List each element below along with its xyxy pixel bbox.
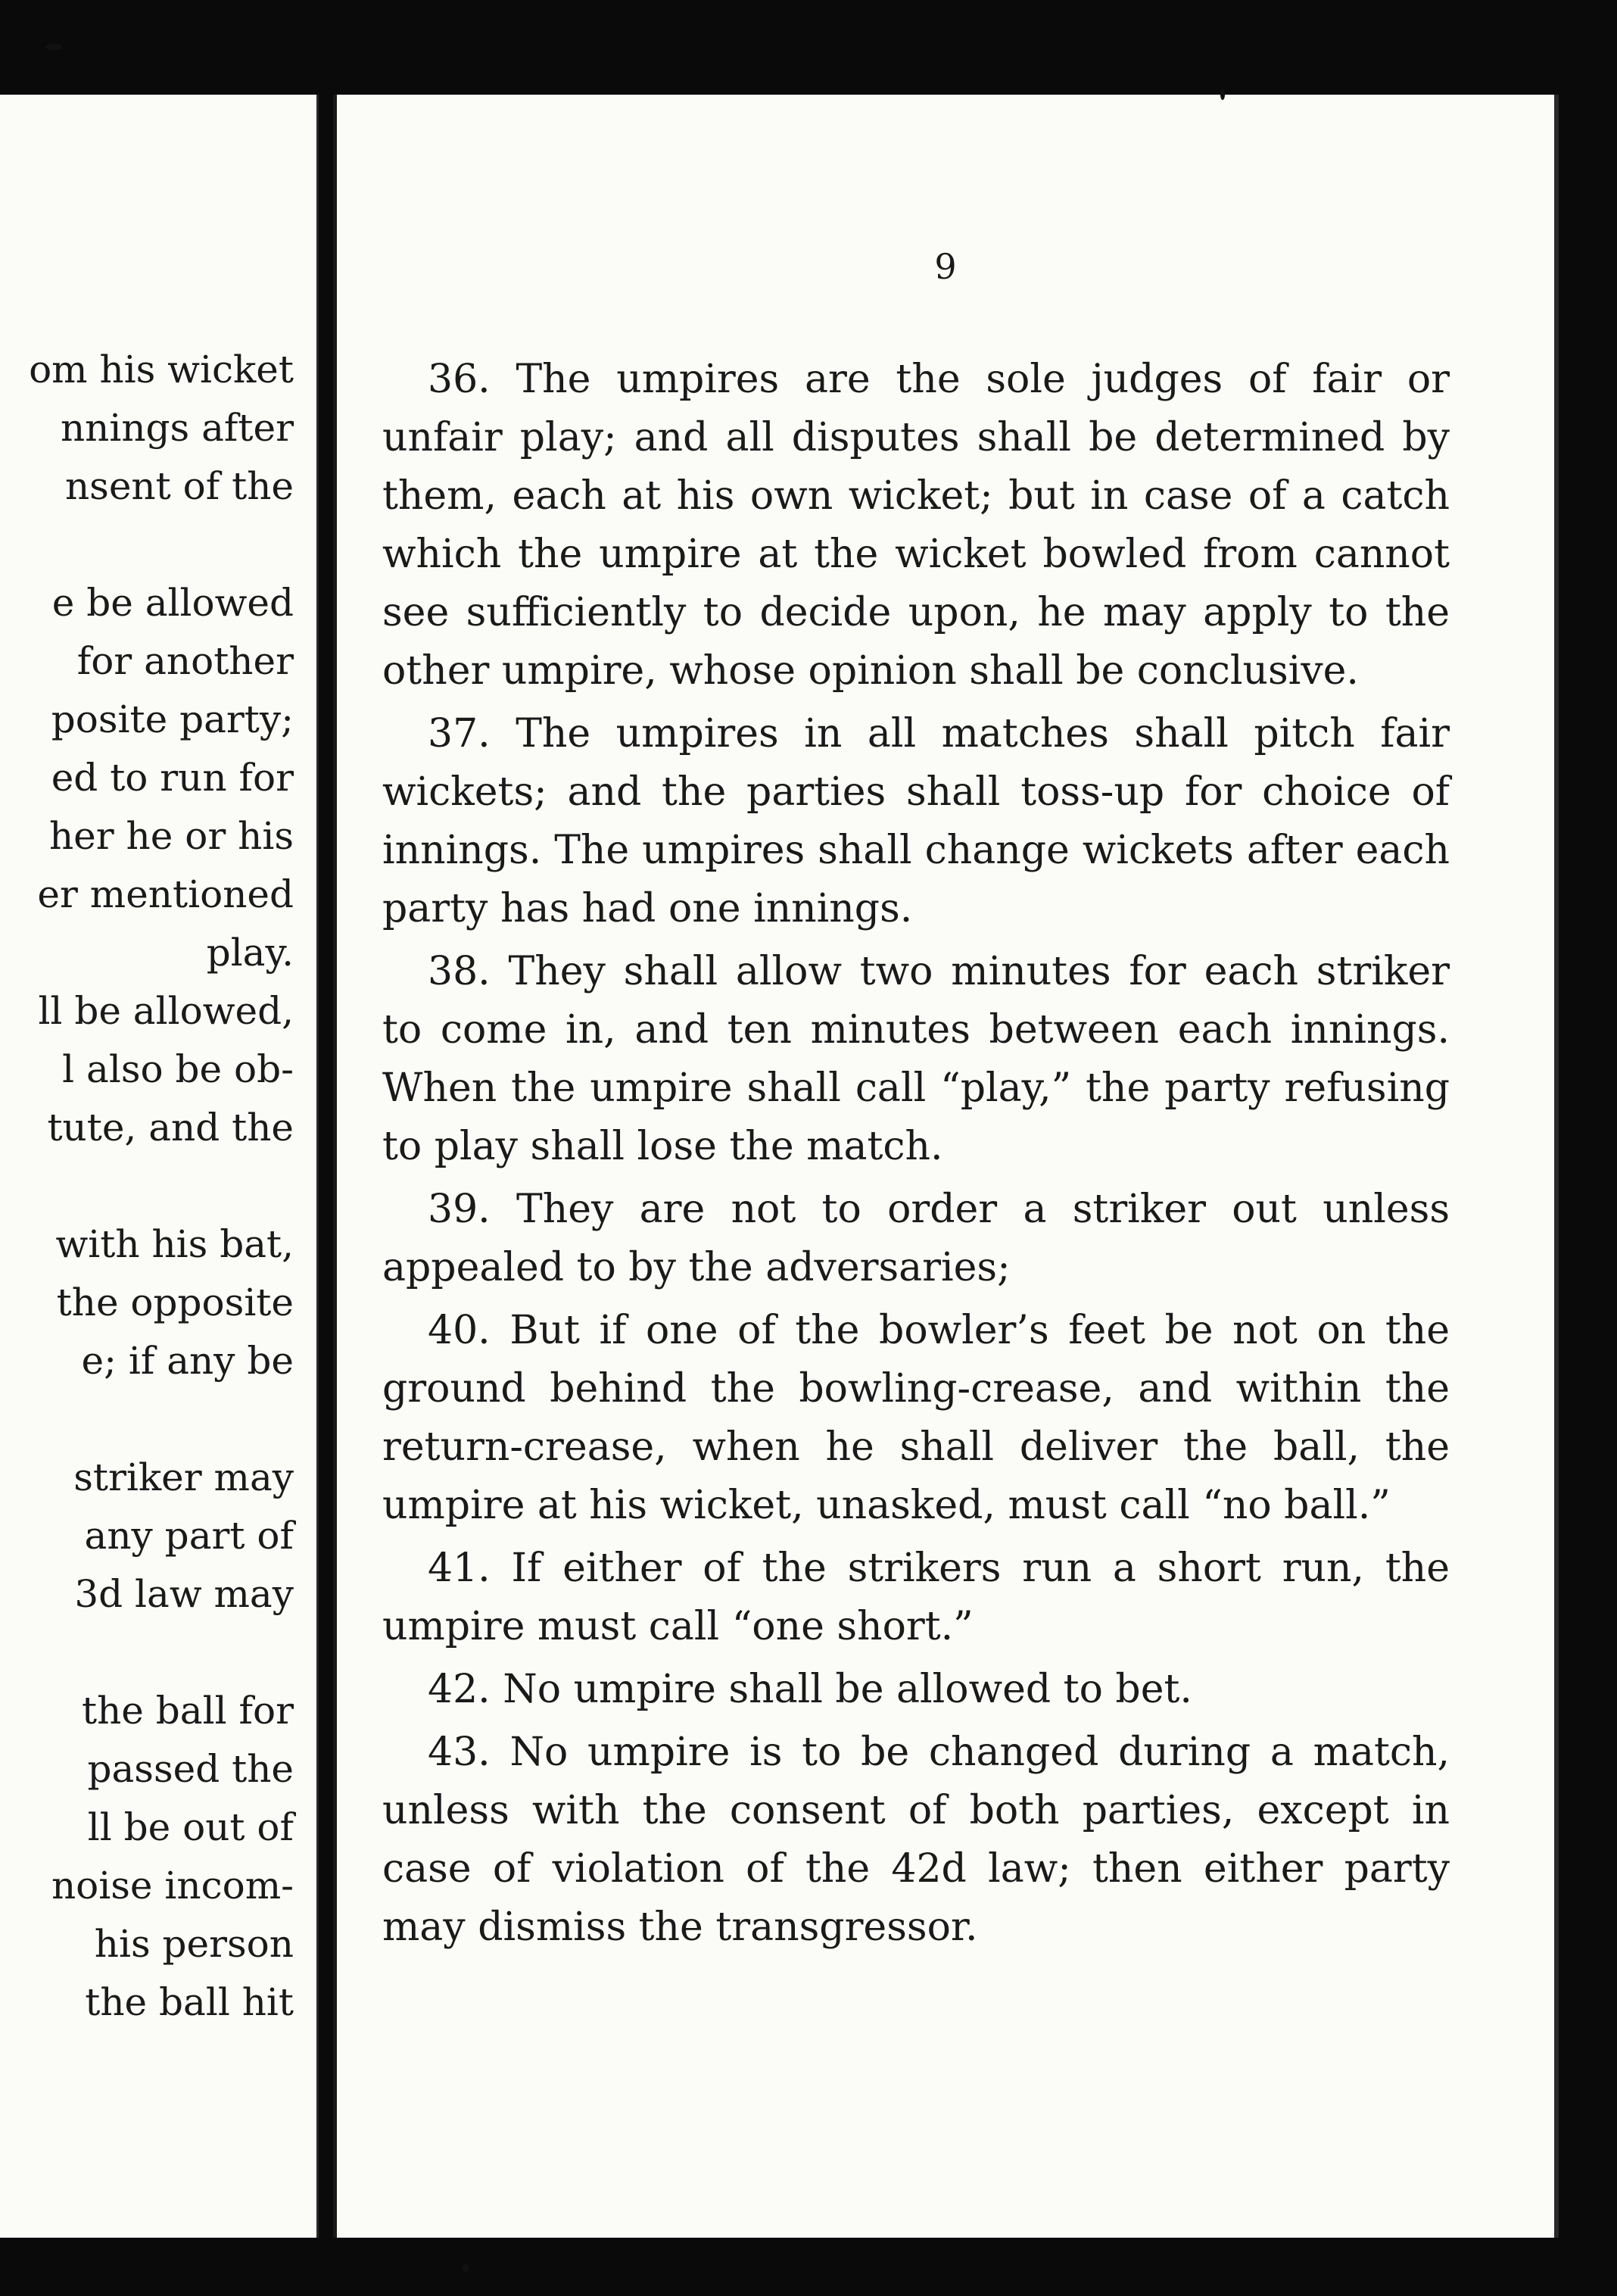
law-number: 41.	[428, 1546, 491, 1591]
left-page-line: the opposite	[56, 1281, 294, 1324]
left-page-line: 3d law may	[74, 1572, 294, 1616]
law-text: If either of the strikers run a short run, the umpire must call “one short.”	[382, 1546, 1450, 1649]
left-page-line: ed to run for	[51, 756, 294, 800]
law-text: They shall allow two minutes for each striker to come in, and ten minutes between each innings. When the umpire shall call “play,” the party refusing to play shall lose the match.	[382, 949, 1450, 1169]
law-text: No umpire is to be changed during a match, unless with the consent of both parties, except in case of violation of the 42d law; then either party may dismiss the transgressor.	[382, 1730, 1450, 1950]
scan-speck	[45, 44, 62, 50]
law-number: 40.	[428, 1308, 491, 1353]
left-page-line: passed the	[87, 1747, 294, 1791]
left-page-line: tute, and the	[47, 1106, 294, 1150]
left-page-line	[0, 1157, 294, 1215]
left-page-line: ll be allowed,	[38, 989, 294, 1033]
law-text: The umpires are the sole judges of fair or unfair play; and all disputes shall be determined by them, each at his own wicket; but in case of a catch which the umpire at the wicket bowled from cannot see sufficiently to decide upon, he may apply to the other umpire, whose opinion shall be conclusive.	[382, 357, 1450, 694]
law-paragraph	[382, 1661, 1450, 1719]
law-number: 38.	[428, 949, 491, 994]
law-paragraph	[382, 943, 1450, 1176]
left-page-line: nnings after	[60, 406, 294, 450]
left-page-line: for another	[76, 639, 294, 683]
left-page-line	[0, 516, 294, 574]
law-paragraph	[382, 1724, 1450, 1957]
law-paragraph	[382, 705, 1450, 938]
law-number: 43.	[428, 1730, 491, 1775]
left-page-line: striker may	[73, 1455, 294, 1499]
law-paragraph	[382, 1181, 1450, 1297]
left-page-line: the ball hit	[85, 1980, 294, 2024]
law-number: 37.	[428, 711, 491, 756]
left-page-line: the ball for	[82, 1689, 294, 1733]
left-page-line: ll be out of	[87, 1805, 294, 1849]
scan-speck	[1220, 89, 1225, 100]
left-page-line: his person	[94, 1922, 294, 1966]
left-page	[0, 95, 319, 2238]
left-page-line: play.	[206, 931, 294, 975]
law-paragraph	[382, 1302, 1450, 1535]
left-page-line: nsent of the	[64, 464, 294, 508]
law-paragraph	[382, 1540, 1450, 1656]
page-number: 9	[934, 246, 957, 287]
page-body	[382, 351, 1450, 1957]
left-page-line: om his wicket	[29, 348, 294, 392]
left-page-text	[0, 341, 294, 2032]
right-page	[333, 95, 1559, 2238]
left-page-line: her he or his	[48, 814, 294, 858]
left-page-line: with his bat,	[55, 1222, 294, 1266]
left-page-line: any part of	[84, 1514, 294, 1558]
law-text: No umpire shall be allowed to bet.	[503, 1667, 1192, 1712]
law-number: 36.	[428, 357, 491, 402]
law-text: They are not to order a striker out unless appealed to by the adversaries;	[382, 1187, 1450, 1290]
left-page-line: e be allowed	[51, 581, 294, 625]
law-text: But if one of the bowler’s feet be not on the ground behind the bowling-crease, and within the return-crease, when he shall deliver the ball, the umpire at his wicket, unasked, must call “no ball.”	[382, 1308, 1450, 1528]
left-page-line: l also be ob-	[62, 1047, 294, 1091]
law-paragraph	[382, 351, 1450, 700]
left-page-line	[0, 1390, 294, 1449]
left-page-line	[0, 1624, 294, 1682]
left-page-line: noise incom-	[51, 1864, 294, 1908]
law-number: 39.	[428, 1187, 491, 1232]
scan-speck	[462, 2264, 469, 2272]
law-number: 42.	[428, 1667, 491, 1712]
left-page-line: e; if any be	[81, 1339, 294, 1383]
left-page-line: er mentioned	[37, 872, 294, 916]
left-page-line: posite party;	[51, 697, 294, 741]
law-text: The umpires in all matches shall pitch fair wickets; and the parties shall toss-up for choice of innings. The umpires shall change wickets after each party has had one innings.	[382, 711, 1450, 931]
